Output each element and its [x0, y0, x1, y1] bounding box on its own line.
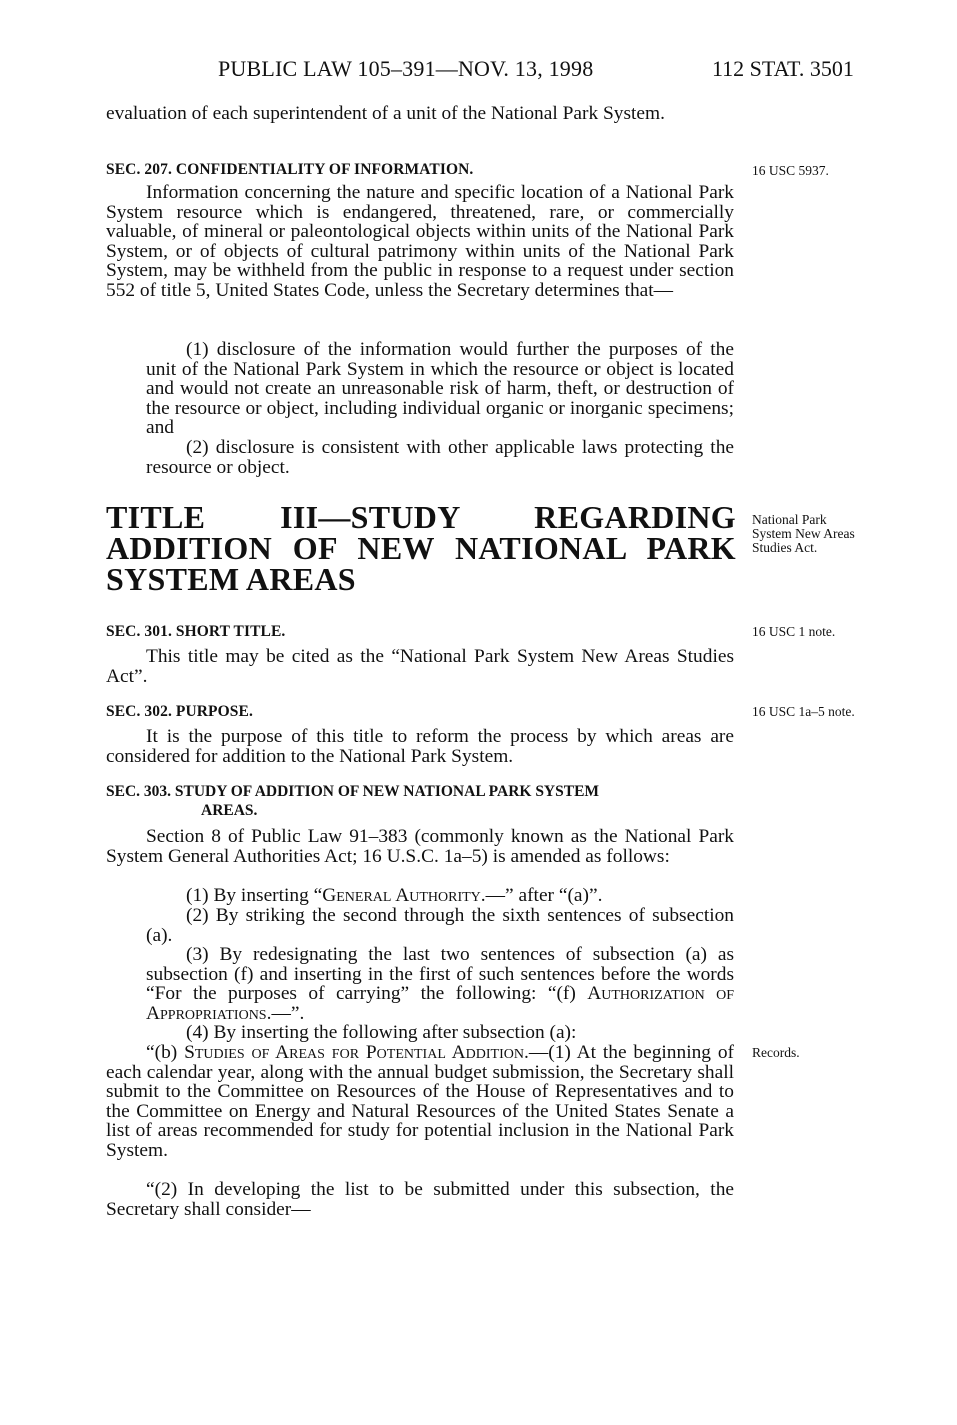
continuation-paragraph: evaluation of each superintendent of a unit of the National Park System. [106, 103, 665, 124]
running-head: PUBLIC LAW 105–391—NOV. 13, 1998 [218, 56, 594, 81]
sec-303-heading [106, 782, 734, 820]
sec-207-heading: SEC. 207. CONFIDENTIALITY OF INFORMATION. [106, 161, 474, 178]
sec-303-quoted-subsection-b: “(b) Studies of Areas for Potential Addition.—(1) At the beginning of each calendar year, along with the annual budget submission, the Secretary shall submit to the Committee on Resources of the House of Representatives and to the Committee on Energy and Natural Resources of the United States Senate a list of areas recommended for study for potential inclusion in the National Park System. [106, 1042, 734, 1161]
sec-302-heading: SEC. 302. PURPOSE. [106, 703, 253, 720]
sec-207-item-2: (2) disclosure is consistent with other applicable laws protecting the resource or object. [146, 437, 734, 478]
sec-303-intro: Section 8 of Public Law 91–383 (commonly known as the National Park System General Authorities Act; 16 U.S.C. 1a–5) is amended as follows: [106, 826, 734, 867]
sec-303-heading-line-2: AREAS. [201, 802, 258, 819]
sec-301-margin-note: 16 USC 1 note. [752, 624, 836, 639]
sec-303-item-3: (3) By redesignating the last two sentences of subsection (a) as subsection (f) and inserting in the first of such sentences before the words “For the purposes of carrying” the following: “(f) Authorization of Appropriations.—”. [146, 944, 734, 1024]
sec-303-margin-note: Records. [752, 1045, 800, 1060]
sec-207-item-1: (1) disclosure of the information would further the purposes of the unit of the National Park System in which the resource or object is located and would not create an unreasonable risk of harm, theft, or destruction of the resource or object, including individual organic or inorganic specimens; and [146, 339, 734, 439]
statute-page-number: 112 STAT. 3501 [712, 56, 854, 81]
sec-302-margin-note: 16 USC 1a–5 note. [752, 704, 855, 719]
title-iii-margin-note: National Park System New Areas Studies Act. [752, 512, 855, 555]
sec-303-quoted-paragraph-2: “(2) In developing the list to be submitted under this subsection, the Secretary shall consider— [106, 1179, 734, 1220]
sec-303-item-2: (2) By striking the second through the sixth sentences of subsection (a). [146, 905, 734, 946]
sec-207-margin-note: 16 USC 5937. [752, 163, 829, 178]
sec-207-body: Information concerning the nature and specific location of a National Park System resource which is endangered, threatened, rare, or commercially valuable, of mineral or paleontological objects within units of the National Park System, or of objects of cultural patrimony within units of the National Park System, may be withheld from the public in response to a request under section 552 of title 5, United States Code, unless the Secretary determines that— [106, 182, 734, 301]
sec-303-heading-line-1: SEC. 303. STUDY OF ADDITION OF NEW NATIONAL PARK SYSTEM [106, 783, 600, 800]
sec-301-heading: SEC. 301. SHORT TITLE. [106, 623, 286, 640]
sec-303-item-1: (1) By inserting “General Authority.—” after “(a)”. [186, 885, 603, 906]
sec-301-body: This title may be cited as the “National Park System New Areas Studies Act”. [106, 646, 734, 687]
sec-303-item-4: (4) By inserting the following after subsection (a): [186, 1022, 577, 1043]
sec-302-body: It is the purpose of this title to reform the process by which areas are considered for addition to the National Park System. [106, 726, 734, 767]
title-iii-heading: TITLE III—STUDY REGARDING ADDITION OF NEW NATIONAL PARK SYSTEM AREAS [106, 499, 736, 597]
